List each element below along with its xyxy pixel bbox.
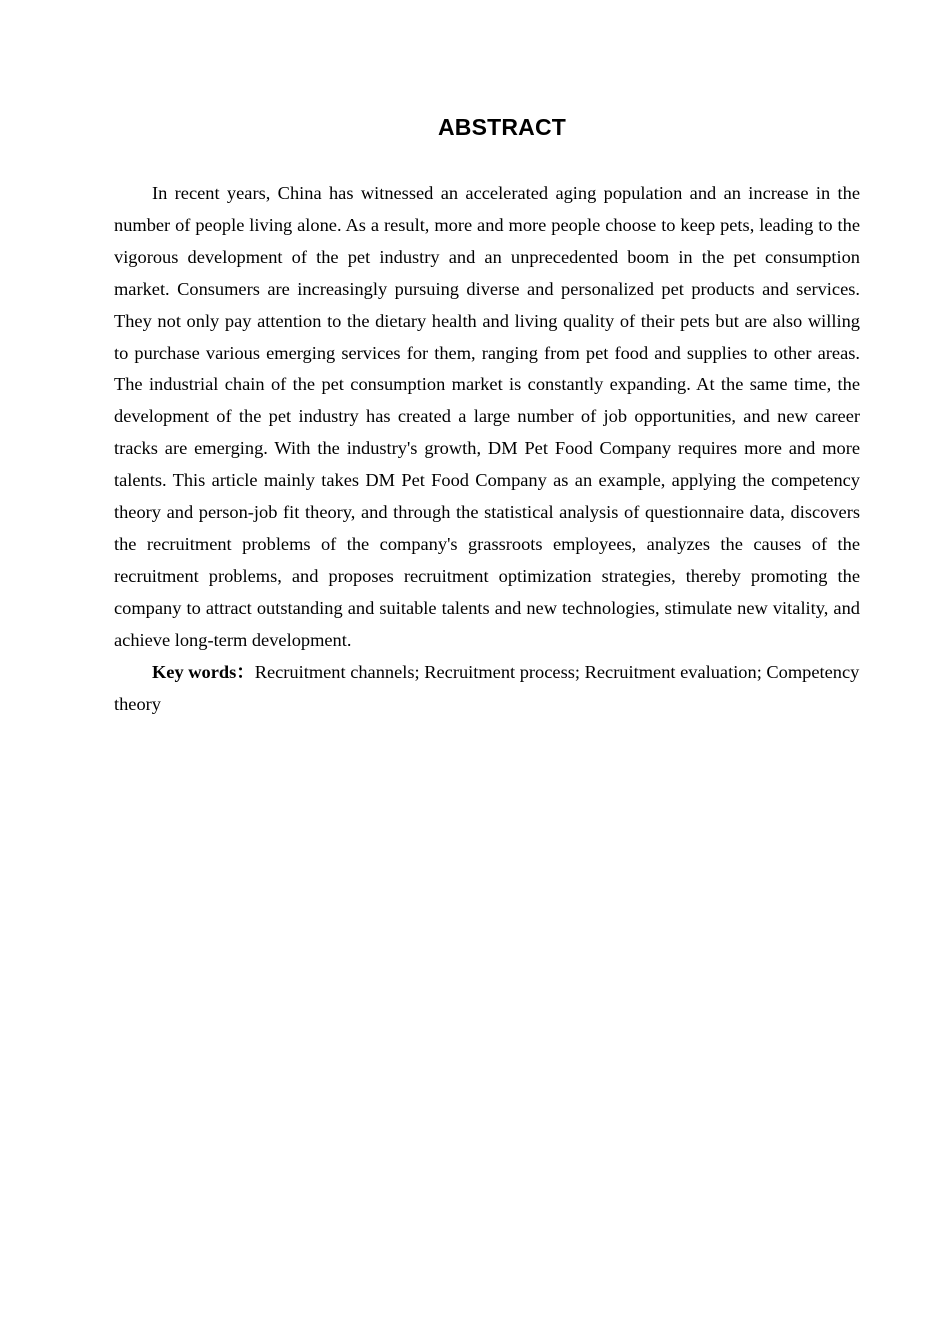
abstract-title: ABSTRACT — [437, 114, 567, 140]
keywords-label: Key words： — [152, 662, 255, 682]
keywords-paragraph — [114, 657, 860, 721]
keywords-list: Recruitment channels; Recruitment process; Recruitment evaluation; Competency theory — [114, 662, 860, 714]
abstract-paragraph: In recent years, China has witnessed an accelerated aging population and an increase in the number of people living alone. As a result, more and more people choose to keep pets, leading to the vigorous development of the pet industry and an unprecedented boom in the pet consumption market. Consumers are increasingly pursuing diverse and personalized pet products and services. They not only pay attention to the dietary health and living quality of their pets but are also willing to purchase various emerging services for them, ranging from pet food and supplies to other areas. The industrial chain of the pet consumption market is constantly expanding. At the same time, the development of the pet industry has created a large number of job opportunities, and new career tracks are emerging. With the industry's growth, DM Pet Food Company requires more and more talents. This article mainly takes DM Pet Food Company as an example, applying the competency theory and person-job fit theory, and through the statistical analysis of questionnaire data, discovers the recruitment problems of the company's grassroots employees, analyzes the causes of the recruitment problems, and proposes recruitment optimization strategies, thereby promoting the company to attract outstanding and suitable talents and new technologies, stimulate new vitality, and achieve long-term development. — [114, 183, 860, 650]
